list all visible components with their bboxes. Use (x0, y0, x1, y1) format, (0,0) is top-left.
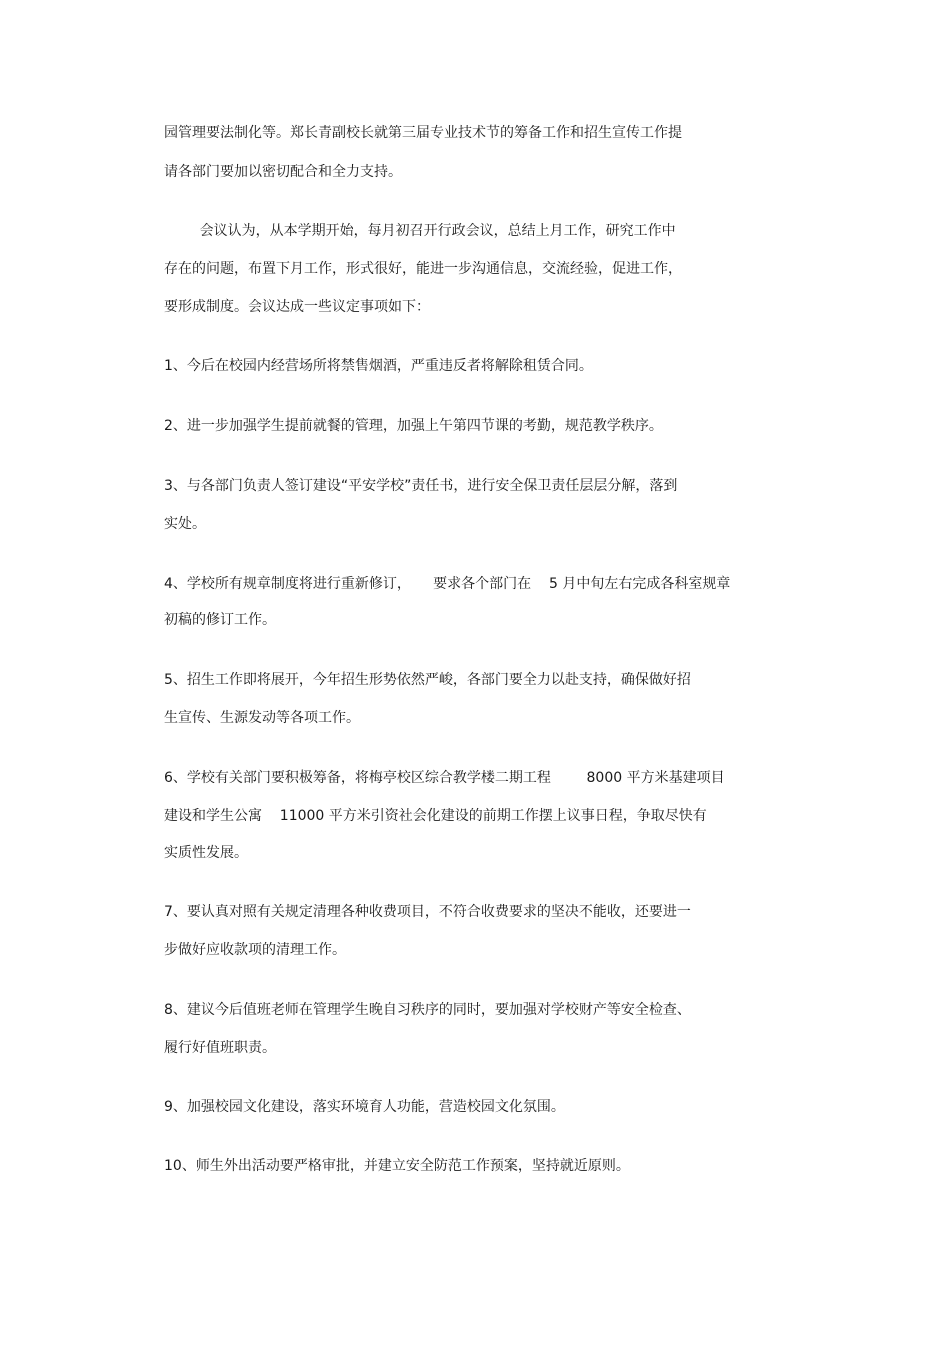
list-item: 3、与各部门负责人签订建设“平安学校”责任书，进行安全保卫责任层层分解，落到 (164, 478, 678, 494)
list-item-continuation: 初稿的修订工作。 (164, 612, 276, 628)
list-item-continuation: 建设和学生公寓 11000 平方米引资社会化建设的前期工作摆上议事日程，争取尽快有 (164, 808, 707, 824)
text-line: 要形成制度。会议达成一些议定事项如下： (164, 299, 430, 315)
list-item-continuation: 实质性发展。 (164, 845, 248, 861)
list-item: 6、学校有关部门要积极筹备，将梅亭校区综合教学楼二期工程 8000 平方米基建项目 (164, 770, 725, 786)
list-item: 5、招生工作即将展开，今年招生形势依然严峻，各部门要全力以赴支持，确保做好招 (164, 672, 691, 688)
list-item: 4、学校所有规章制度将进行重新修订， 要求各个部门在 5 月中旬左右完成各科室规章 (164, 576, 731, 592)
list-item: 8、建议今后值班老师在管理学生晚自习秩序的同时，要加强对学校财产等安全检查、 (164, 1002, 691, 1018)
text-line: 存在的问题，布置下月工作，形式很好，能进一步沟通信息，交流经验，促进工作， (164, 261, 682, 277)
list-item: 9、加强校园文化建设，落实环境育人功能，营造校园文化氛围。 (164, 1099, 565, 1115)
list-item-continuation: 履行好值班职责。 (164, 1040, 276, 1056)
list-item: 2、进一步加强学生提前就餐的管理，加强上午第四节课的考勤，规范教学秩序。 (164, 418, 663, 434)
list-item: 10、师生外出活动要严格审批，并建立安全防范工作预案，坚持就近原则。 (164, 1158, 630, 1174)
text-line: 请各部门要加以密切配合和全力支持。 (164, 164, 402, 180)
text-line: 会议认为，从本学期开始，每月初召开行政会议，总结上月工作，研究工作中 (164, 223, 676, 239)
list-item-continuation: 生宣传、生源发动等各项工作。 (164, 710, 360, 726)
list-item-continuation: 实处。 (164, 516, 206, 532)
text-line: 园管理要法制化等。郑长青副校长就第三届专业技术节的筹备工作和招生宣传工作提 (164, 125, 682, 141)
list-item-continuation: 步做好应收款项的清理工作。 (164, 942, 346, 958)
list-item: 1、今后在校园内经营场所将禁售烟酒，严重违反者将解除租赁合同。 (164, 358, 593, 374)
list-item: 7、要认真对照有关规定清理各种收费项目，不符合收费要求的坚决不能收，还要进一 (164, 904, 691, 920)
